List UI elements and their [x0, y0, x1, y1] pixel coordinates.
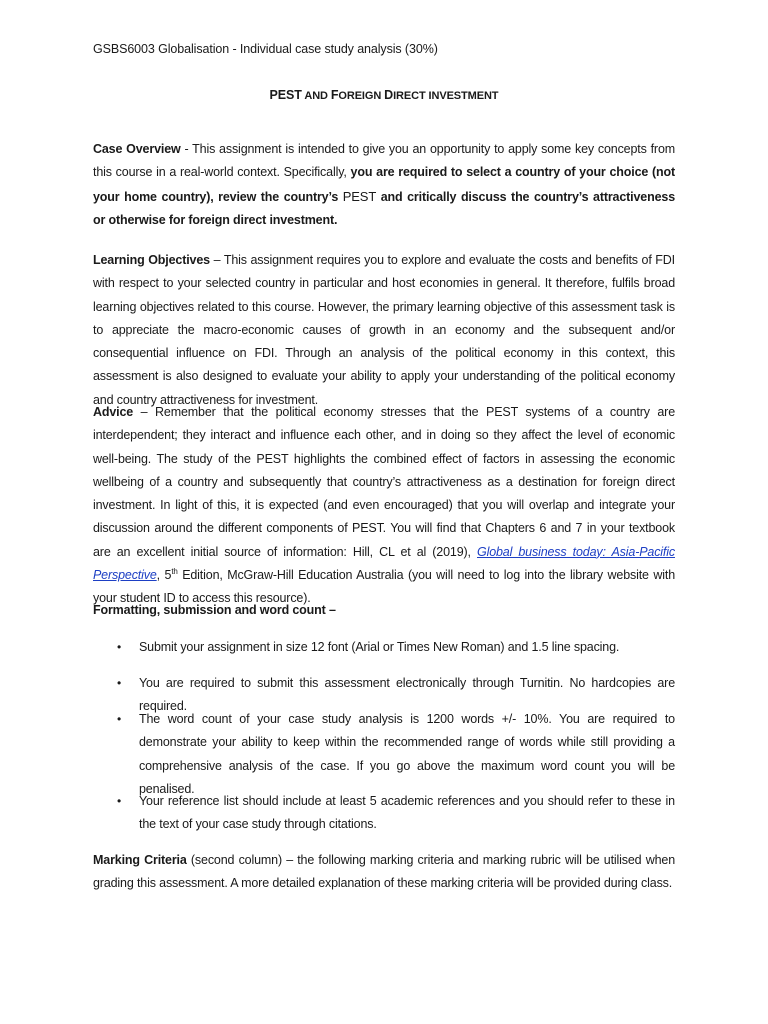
case-overview-bold-a: you are required to select a country of your choice (not your home country), review the country’s	[93, 165, 675, 204]
page-header: GSBS6003 Globalisation - Individual case study analysis (30%)	[93, 42, 438, 56]
title-part: OREIGN	[338, 90, 385, 102]
learning-objectives-body: – This assignment requires you to explore and evaluate the costs and benefits of FDI with respect to your selected country in particular and host economies in general. It therefore, fulfils broad learning objectives related to this course. However, the primary learning objective of this assessment task is to appreciate the macro-economic causes of growth in an economy and the subsequent and/or consequential influence on FDI. Through an analysis of the political economy in this context, this assessment is also designed to evaluate your ability to apply your understanding of the political economy and country attractiveness for investment.	[93, 253, 675, 407]
list-item-text: Your reference list should include at least 5 academic references and you should refer to these in the text of your case study through citations.	[139, 794, 675, 832]
formatting-heading: Formatting, submission and word count –	[93, 603, 336, 617]
advice-body-2: , 5	[156, 568, 172, 583]
case-overview-pest: PEST	[342, 188, 377, 204]
title-part: D	[384, 88, 394, 102]
list-item-text: Submit your assignment in size 12 font (Arial or Times New Roman) and 1.5 line spacing.	[139, 640, 620, 654]
bullet-icon: •	[117, 640, 122, 654]
bullet-icon: •	[117, 676, 122, 690]
title-part: IRECT INVESTMENT	[393, 90, 499, 102]
list-item-text: The word count of your case study analysis is 1200 words +/- 10%. You are required to demonstrate your ability to keep within the recommended range of words while still providing a comprehensive analysis of the case. If you go above the maximum word count you will be penalised.	[139, 712, 675, 796]
advice-body-1: – Remember that the political economy stresses that the PEST systems of a country are interdependent; they interact and influence each other, and in doing so they affect the level of economic well-being. The study of the PEST highlights the combined effect of factors in assessing the economic wellbeing of a country and subsequently that country’s attractiveness as a destination for foreign direct investment. In light of this, it is expected (and even encouraged) that you will overlap and integrate your discussion around the different components of PEST. You will find that Chapters 6 and 7 in your textbook are an excellent initial source of information: Hill, CL et al (2019),	[93, 405, 675, 559]
bullet-icon: •	[117, 794, 122, 808]
textbook-link[interactable]: Global business today: Asia-Pacific Perspective	[93, 544, 675, 583]
learning-objectives-heading: Learning Objectives	[93, 253, 210, 267]
marking-criteria-body: (second column) – the following marking criteria and marking rubric will be utilised when grading this assessment. A more detailed explanation of these marking criteria will be provided during class.	[93, 853, 675, 891]
title-part: AND	[301, 90, 331, 102]
bullet-icon: •	[117, 712, 122, 726]
marking-criteria-heading: Marking Criteria	[93, 853, 187, 867]
advice-body-3: Edition, McGraw-Hill Education Australia (you will need to log into the library website with your student ID to access this resource).	[93, 568, 675, 606]
case-overview-intro: - This assignment is intended to give you an opportunity to apply some key concepts from this course in a real-world context. Specifically,	[93, 142, 676, 180]
title-part: PEST	[269, 88, 302, 102]
advice-paragraph	[93, 401, 675, 611]
list-item-text: You are required to submit this assessment electronically through Turnitin. No hardcopies are required.	[139, 676, 675, 714]
case-overview-heading: Case Overview	[93, 142, 181, 156]
document-title	[0, 88, 768, 102]
formatting-heading-line	[93, 599, 675, 622]
learning-objectives-paragraph	[93, 249, 675, 412]
marking-criteria-paragraph	[93, 849, 675, 896]
advice-heading: Advice	[93, 405, 134, 419]
edition-superscript: th	[171, 566, 178, 576]
case-overview-bold-b: and critically discuss the country’s attractiveness or otherwise for foreign direct investment.	[93, 189, 675, 227]
case-overview-paragraph	[93, 138, 675, 232]
title-part: F	[330, 88, 339, 102]
